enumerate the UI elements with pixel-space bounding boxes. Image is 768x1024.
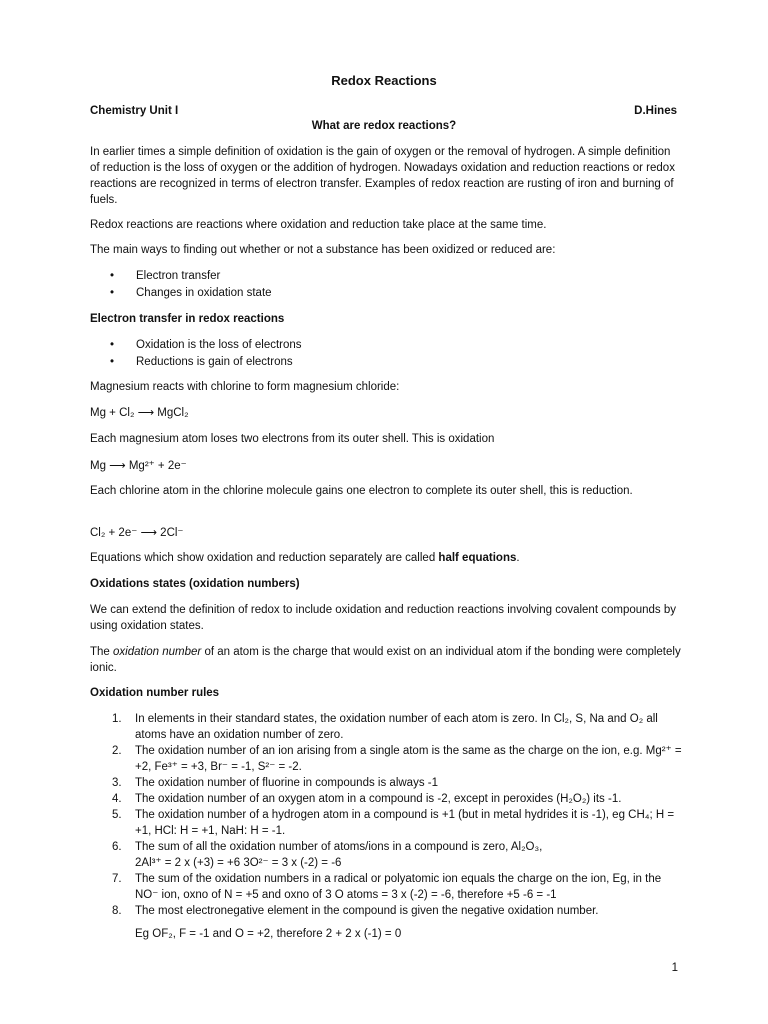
list-item: 8. The most electronegative element in the compound is given the negative oxidation number. [112, 905, 599, 917]
rule8-example: Eg OF₂, F = -1 and O = +2, therefore 2 + 2 x (-1) = 0 [135, 928, 402, 940]
ways-list [110, 268, 272, 302]
magnesium-intro: Magnesium reacts with chlorine to form magnesium chloride: [90, 381, 400, 393]
list-item: 3. The oxidation number of fluorine in compounds is always -1 [112, 777, 438, 789]
equation-mg-half: Mg ⟶ Mg²⁺ + 2e⁻ [90, 460, 187, 472]
oxidation-rules-list [112, 711, 682, 919]
document-title: Redox Reactions [331, 73, 437, 88]
list-item: • Oxidation is the loss of electrons [110, 337, 302, 354]
magnesium-oxidation-text: Each magnesium atom loses two electrons from its outer shell. This is oxidation [90, 433, 495, 445]
list-item: 4. The oxidation number of an oxygen atom in a compound is -2, except in peroxides (H₂O₂) its -1. [112, 793, 622, 805]
list-item: 2. The oxidation number of an ion arising from a single atom is the same as the charge on the ion, e.g. Mg²⁺ = +2, Fe³⁺ = +3, Br⁻ = -1, S²⁻ = -2. [112, 745, 682, 773]
author-label: D.Hines [634, 105, 677, 117]
equation-mg-cl2: Mg + Cl₂ ⟶ MgCl₂ [90, 407, 189, 419]
section-subtitle: What are redox reactions? [311, 120, 457, 132]
equation-cl-half: Cl₂ + 2e⁻ ⟶ 2Cl⁻ [90, 527, 184, 539]
list-item: • Reductions is gain of electrons [110, 354, 302, 371]
course-label: Chemistry Unit I [90, 105, 179, 117]
electron-transfer-list [110, 337, 302, 371]
list-item: 5. The oxidation number of a hydrogen atom in a compound is +1 (but in metal hydrides it is -1), eg CH₄; H = +1, HCl: H = +1, NaH: H = -1. [112, 809, 675, 837]
section-heading-electron-transfer: Electron transfer in redox reactions [90, 313, 285, 325]
list-item: • Electron transfer [110, 268, 272, 285]
list-item: 6. The sum of all the oxidation number of atoms/ions in a compound is zero, Al₂O₃, 2Al³⁺ = 2 x (+3) = +6 3O²⁻ = 3 x (-2) = -6 [112, 841, 543, 869]
section-heading-rules: Oxidation number rules [90, 687, 220, 699]
list-item: 1. In elements in their standard states, the oxidation number of each atom is zero. In Cl₂, S, Na and O₂ all atoms have an oxidation number of zero. [112, 713, 658, 741]
list-item: • Changes in oxidation state [110, 285, 272, 302]
page-number: 1 [671, 962, 678, 974]
oxidation-number-term: oxidation number [113, 646, 202, 658]
oxidation-states-intro: We can extend the definition of redox to include oxidation and reduction reactions involving covalent compounds by using oxidation states. [90, 604, 677, 632]
chlorine-reduction-text: Each chlorine atom in the chlorine molecule gains one electron to complete its outer shell, this is reduction. [90, 485, 633, 497]
ways-intro: The main ways to finding out whether or not a substance has been oxidized or reduced are: [90, 244, 556, 256]
section-heading-oxidation-states: Oxidations states (oxidation numbers) [90, 578, 300, 590]
oxidation-number-definition: The oxidation number of an atom is the charge that would exist on an individual atom if the bonding were completely ionic. [90, 646, 681, 674]
redox-definition: Redox reactions are reactions where oxidation and reduction take place at the same time. [90, 219, 547, 231]
list-item: 7. The sum of the oxidation numbers in a radical or polyatomic ion equals the charge on the ion, Eg, in the NO⁻ ion, oxno of N = +5 and oxno of 3 O atoms = 3 x (-2) = -6, therefore +5 -6 = -1 [112, 873, 662, 901]
half-equations-term: half equations [438, 552, 517, 564]
intro-paragraph: In earlier times a simple definition of oxidation is the gain of oxygen or the removal of hydrogen. A simple definition of reduction is the loss of oxygen or the addition of hydrogen. Nowadays oxidation and reduction reactions or redox reactions are recognized in terms of electron transfer. Examples of redox reaction are rusting of iron and burning of fuels. [90, 146, 675, 206]
half-equations-sentence: Equations which show oxidation and reduction separately are called half equations. [90, 552, 520, 564]
